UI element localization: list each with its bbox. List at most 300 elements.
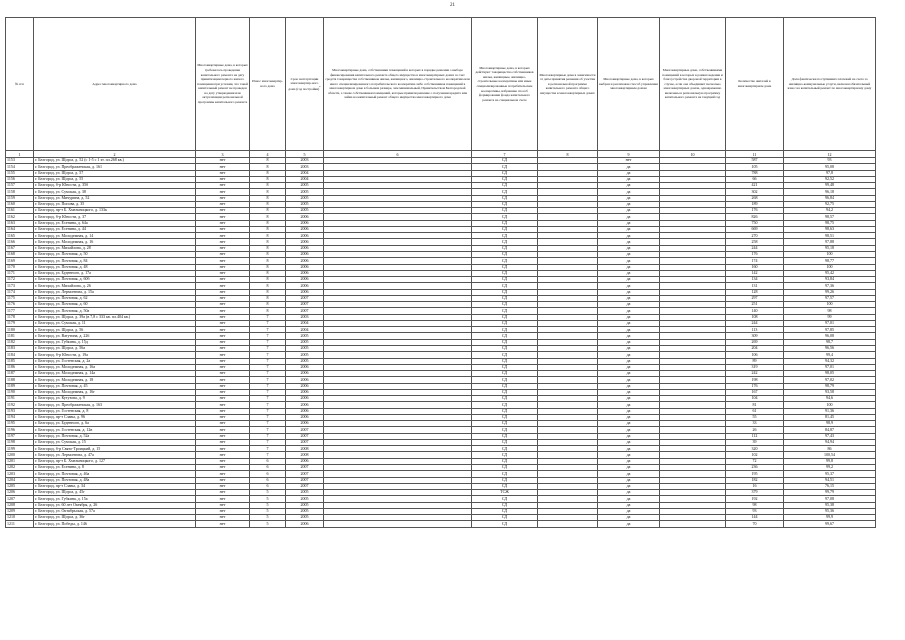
cell-fund-method: СД [472,465,538,471]
cell-build-year: 2005 [286,515,324,521]
cell-payments-share: 95,18 [784,245,876,251]
cell-management: да [598,201,660,207]
cell-wear: 8 [250,226,286,232]
cell-payments-share: 98,79 [784,383,876,389]
cell-build-year: 2003 [286,314,324,320]
cell-build-year: 2005 [286,339,324,345]
cell-financing [324,521,472,527]
cell-fund-method: СД [472,258,538,264]
cell-repair-needed: нет [196,226,250,232]
cell-address: г. Белгород, ул. Щорса, д. 56 [34,327,196,333]
cell-build-year: 2005 [286,352,324,358]
cell-payments-share: 97,8 [784,170,876,176]
cell-address: г. Белгород, ул. Почтовая, д. 60 [34,302,196,308]
cell-residents: 244 [726,320,784,326]
cell-management: да [598,490,660,496]
cell-fund-method: СД [472,345,538,351]
cell-row-number: 1211 [6,521,34,527]
cell-residents: 160 [726,264,784,270]
cell-residents: 81 [726,402,784,408]
cell-payments-share: 99,2 [784,465,876,471]
cell-build-year: 2005 [286,183,324,189]
cell-management: да [598,452,660,458]
cell-repair-needed: нет [196,358,250,364]
cell-residents: 104 [726,396,784,402]
cell-repair-needed: нет [196,277,250,283]
cell-build-year: 2007 [286,477,324,483]
cell-wear: 6 [250,465,286,471]
cell-repair-needed: нет [196,220,250,226]
cell-build-year: 2007 [286,433,324,439]
cell-wear: 7 [250,396,286,402]
cell-management: да [598,189,660,195]
cell-address: г. Белгород, ул. Щорса, д. 56а [34,345,196,351]
cell-wear: 7 [250,446,286,452]
cell-repair-needed: нет [196,465,250,471]
cell-management: да [598,226,660,232]
cell-address: г. Белгород, б-р Юности, д. 19а [34,352,196,358]
cell-residents: 176 [726,383,784,389]
cell-management: да [598,333,660,339]
cell-management: да [598,289,660,295]
cell-payments-share: 98,75 [784,220,876,226]
cell-build-year: 2007 [286,302,324,308]
cell-repair-needed: нет [196,289,250,295]
cell-fund-method: СД [472,421,538,427]
cell-management: да [598,521,660,527]
cell-build-year: 2006 [286,402,324,408]
cell-row-number: 1178 [6,314,34,320]
cell-build-year: 2007 [286,471,324,477]
cell-address: г. Белгород, пр-т Б. Хмельницкого, д. 127 [34,458,196,464]
cell-residents: 236 [726,465,784,471]
cell-address: г. Белгород, ул. Мичурина, д. 52 [34,195,196,201]
cell-wear: 7 [250,408,286,414]
cell-residents: 134 [726,277,784,283]
cell-wear: 5 [250,496,286,502]
cell-row-number: 1170 [6,264,34,270]
cell-repair-needed: нет [196,189,250,195]
cell-residents: 106 [726,352,784,358]
cell-residents: 182 [726,477,784,483]
cell-payments-share: 81,45 [784,414,876,420]
cell-fund-method: СД [472,408,538,414]
cell-address: г. Белгород, ул. Сумская, д. 11 [34,320,196,326]
cell-fund-method: СД [472,158,538,164]
column-number: 5 [286,151,324,158]
cell-payments-share: 98,9 [784,421,876,427]
cell-address: г. Белгород, ул. Есенина, д. 44 [34,226,196,232]
cell-row-number: 1196 [6,427,34,433]
cell-residents: 421 [726,183,784,189]
cell-address: г. Белгород, ул. Ватутина, д. 226 [34,333,196,339]
cell-build-year: 2006 [286,220,324,226]
cell-payments-share: 96,08 [784,333,876,339]
cell-address: г. Белгород, ул. Почтовая, д. 62 [34,295,196,301]
cell-residents: 16 [726,483,784,489]
cell-residents: 379 [726,490,784,496]
cell-payments-share: 94,51 [784,477,876,483]
cell-repair-needed: нет [196,389,250,395]
cell-wear: 7 [250,345,286,351]
cell-fund-method: СД [472,402,538,408]
cell-address: г. Белгород, пр-т Б. Хмельницкого, д. 133к [34,208,196,214]
cell-wear: 7 [250,358,286,364]
cell-payments-share: 99,8 [784,458,876,464]
cell-row-number: 1210 [6,515,34,521]
cell-repair-needed: нет [196,433,250,439]
cell-build-year: 2006 [286,364,324,370]
cell-wear: 8 [250,164,286,170]
cell-management: да [598,396,660,402]
cell-fund-method: СД [472,383,538,389]
cell-repair-needed: нет [196,320,250,326]
cell-residents: 89 [726,358,784,364]
cell-management: да [598,233,660,239]
cell-address: г. Белгород, ул. Лермонтова, д. 47а [34,452,196,458]
cell-management: да [598,295,660,301]
cell-row-number: 1186 [6,364,34,370]
cell-fund-method: СД [472,446,538,452]
cell-fund-method: СД [472,414,538,420]
cell-residents: 128 [726,289,784,295]
cell-address: г. Белгород, б-р Юности, д. 37 [34,214,196,220]
cell-wear: 7 [250,377,286,383]
header-row [6,18,876,151]
cell-payments-share: 98,7 [784,339,876,345]
cell-fund-method: СД [472,483,538,489]
cell-residents: 198 [726,377,784,383]
column-number: 3 [196,151,250,158]
cell-fund-method: СД [472,521,538,527]
cell-wear: 6 [250,471,286,477]
cell-wear: 7 [250,452,286,458]
cell-payments-share: 95,42 [784,270,876,276]
cell-fund-method: СД [472,339,538,345]
cell-payments-share: 86 [784,446,876,452]
cell-build-year: 2005 [286,508,324,514]
cell-fund-method: СД [472,471,538,477]
cell-repair-needed: нет [196,371,250,377]
cell-payments-share: 97,02 [784,377,876,383]
cell-wear: 7 [250,389,286,395]
cell-repair-needed: нет [196,496,250,502]
cell-management: да [598,251,660,257]
cell-address: г. Белгород, ул. Есенина, д. 64а [34,220,196,226]
cell-residents: 244 [726,245,784,251]
column-number: 11 [726,151,784,158]
cell-row-number: 1195 [6,421,34,427]
cell-repair-needed: нет [196,308,250,314]
cell-wear: 8 [250,195,286,201]
cell-build-year: 2006 [286,251,324,257]
cell-row-number: 1200 [6,452,34,458]
cell-management: да [598,389,660,395]
cell-wear: 7 [250,320,286,326]
cell-payments-share: 96,84 [784,195,876,201]
cell-wear: 7 [250,402,286,408]
cell-management: да [598,508,660,514]
cell-wear: 5 [250,515,286,521]
cell-payments-share: 76,15 [784,483,876,489]
cell-repair-needed: нет [196,251,250,257]
cell-address: г. Белгород, пр-т Славы, д. 34 [34,483,196,489]
cell-build-year: 2007 [286,465,324,471]
register-sheet [5,17,876,528]
cell-payments-share: 95,36 [784,508,876,514]
cell-payments-share: 92,75 [784,201,876,207]
cell-payments-share: 93,84 [784,277,876,283]
cell-address: г. Белгород, ул. Победы, д. 146 [34,521,196,527]
cell-wear: 8 [250,189,286,195]
cell-management: да [598,446,660,452]
cell-build-year: 2006 [286,270,324,276]
cell-residents: 33 [726,421,784,427]
cell-build-year: 2004 [286,327,324,333]
cell-address: г. Белгород, ул. Щорса, д. 36г [34,515,196,521]
cell-management: да [598,427,660,433]
cell-build-year: 2006 [286,283,324,289]
cell-participation-date [538,521,598,527]
cell-address: г. Белгород, ул. Преображенская, д. 163 [34,402,196,408]
header-cell-courtyard: Многоквартирные дома, собственниками помещений в которых в рамках ведения и благоустройства дворовой территории в случае, если она объединяет несколько многоквартирных домов, одновременно включены в региональную программу капитального ремонта на текущий год [660,18,726,151]
cell-row-number: 1184 [6,352,34,358]
cell-row-number: 1182 [6,339,34,345]
cell-fund-method: СД [472,364,538,370]
cell-residents: 268 [726,195,784,201]
cell-address: г. Белгород, ул. Почтовая, д. 48а [34,477,196,483]
cell-address: г. Белгород, ул. Преображенская, д. 161 [34,164,196,170]
header-text-service-life: Срок эксплуатации многоквартир-ного дома (год постройки) [288,76,320,91]
cell-row-number: 1163 [6,220,34,226]
cell-payments-share: 97,43 [784,433,876,439]
cell-repair-needed: нет [196,414,250,420]
cell-repair-needed: нет [196,339,250,345]
cell-repair-needed: нет [196,245,250,251]
cell-residents: 669 [726,226,784,232]
cell-management: да [598,164,660,170]
cell-management: да [598,239,660,245]
cell-row-number: 1165 [6,233,34,239]
cell-management: да [598,245,660,251]
cell-fund-method: СД [472,283,538,289]
cell-row-number: 1172 [6,277,34,283]
cell-fund-method: СД [472,496,538,502]
header-cell-hoa: Многоквартирные дома, в которых действуют товарищества собственников жилья, жилищные, жилищно-строительные кооперативы или иные специализированные потребительские кооперативы, избравшие способ формирования фонда капитального ремонта на специальном счете [472,18,538,151]
cell-build-year: 2006 [286,414,324,420]
cell-build-year: 2004 [286,170,324,176]
cell-payments-share: 100 [784,251,876,257]
cell-address: г. Белгород, ул. Молодежная, д. 14а [34,371,196,377]
cell-repair-needed: нет [196,195,250,201]
cell-row-number: 1209 [6,508,34,514]
cell-repair-needed: нет [196,477,250,483]
cell-wear: 7 [250,433,286,439]
cell-residents: 251 [726,302,784,308]
cell-address: г. Белгород, ул. Губкина, д. 15а [34,496,196,502]
cell-build-year: 2006 [286,389,324,395]
cell-management: да [598,283,660,289]
cell-fund-method: СД [472,176,538,182]
cell-residents: 204 [726,345,784,351]
cell-fund-method: СД [472,183,538,189]
cell-payments-share: 84,87 [784,427,876,433]
cell-payments-share: 94,32 [784,358,876,364]
cell-address: г. Белгород, ул. Сумская, д. 15 [34,439,196,445]
cell-fund-method: СД [472,264,538,270]
cell-build-year: 2006 [286,258,324,264]
cell-address: г. Белгород, ул. Буденного, д. 17а [34,270,196,276]
cell-address: г. Белгород, ул. Октябрьская, д. 57а [34,508,196,514]
cell-payments-share: 96,18 [784,189,876,195]
table-row [6,521,876,527]
cell-payments-share: 96,56 [784,345,876,351]
cell-repair-needed: нет [196,521,250,527]
cell-residents: 189 [726,201,784,207]
cell-address: г. Белгород, ул. Почтовая, д. 48 [34,264,196,270]
cell-fund-method: СД [472,308,538,314]
cell-repair-needed: нет [196,201,250,207]
cell-residents: 66 [726,176,784,182]
cell-residents: 61 [726,408,784,414]
cell-address: г. Белгород, ул. Гостенская, д. 8 [34,408,196,414]
cell-repair-needed: нет [196,471,250,477]
cell-fund-method: СД [472,327,538,333]
cell-payments-share: 97,57 [784,295,876,301]
cell-management: да [598,421,660,427]
cell-row-number: 1179 [6,320,34,326]
cell-build-year: 2004 [286,320,324,326]
cell-residents: 113 [726,327,784,333]
column-number: 10 [660,151,726,158]
cell-payments-share: 98,05 [784,371,876,377]
cell-address: г. Белгород, ул. Губкина, д. 15д [34,339,196,345]
cell-payments-share: 94,94 [784,439,876,445]
cell-residents: 242 [726,371,784,377]
cell-payments-share: 100 [784,402,876,408]
cell-build-year: 2003 [286,164,324,170]
cell-fund-method: СД [472,371,538,377]
cell-payments-share: 95,37 [784,471,876,477]
cell-residents: 93 [726,508,784,514]
cell-payments-share: 94,2 [784,208,876,214]
cell-payments-share: 97,88 [784,239,876,245]
cell-row-number: 1153 [6,158,34,164]
cell-fund-method: СД [472,195,538,201]
cell-management: нет [598,158,660,164]
cell-address: г. Белгород, ул. Почтовая, д. 84 [34,258,196,264]
cell-fund-method: СД [472,170,538,176]
cell-fund-method: СД [472,439,538,445]
cell-fund-method: СД [472,189,538,195]
cell-fund-method: СД [472,220,538,226]
cell-address: г. Белгород, ул. Есенина, д. 8 [34,465,196,471]
cell-management: да [598,358,660,364]
cell-address: г. Белгород, ул. Щорса, д. 39а (в 7,8 с 333 кв. пл.404 кв.) [34,314,196,320]
cell-build-year: 2006 [286,245,324,251]
cell-residents: 167 [726,389,784,395]
cell-repair-needed: нет [196,283,250,289]
cell-management: да [598,339,660,345]
cell-fund-method: СД [472,458,538,464]
cell-management: да [598,477,660,483]
cell-management: да [598,465,660,471]
cell-row-number: 1190 [6,389,34,395]
cell-address: г. Белгород, ул. Щорса, д. 45г [34,490,196,496]
cell-payments-share: 98,57 [784,214,876,220]
cell-row-number: 1189 [6,383,34,389]
cell-address: г. Белгород, ул. Щорса, д. 52 (с 1-5 с 1 эт. пл.268 кв.) [34,158,196,164]
cell-row-number: 1171 [6,270,34,276]
cell-residents: 112 [726,433,784,439]
cell-build-year: 2005 [286,189,324,195]
column-number: 2 [34,151,196,158]
header-cell-address: Адрес многоквартирного дома [34,18,196,151]
cell-management: да [598,277,660,283]
cell-repair-needed: нет [196,515,250,521]
cell-management: да [598,208,660,214]
cell-fund-method: СД [472,477,538,483]
cell-residents: 72 [726,458,784,464]
cell-build-year: 2006 [286,264,324,270]
cell-wear: 5 [250,508,286,514]
cell-row-number: 1187 [6,371,34,377]
table-body [6,158,876,528]
cell-residents: 108 [726,314,784,320]
cell-build-year: 2005 [286,201,324,207]
cell-repair-needed: нет [196,402,250,408]
cell-payments-share: 99,26 [784,289,876,295]
cell-address: г. Белгород, ул. Лермонтова, д. 15а [34,289,196,295]
cell-residents: 70 [726,521,784,527]
cell-row-number: 1188 [6,377,34,383]
cell-build-year: 2006 [286,233,324,239]
header-cell-number: № п/п [6,18,34,151]
cell-wear: 7 [250,352,286,358]
cell-fund-method: СД [472,502,538,508]
cell-address: г. Белгород, ул. Почтовая, д. 46а [34,471,196,477]
cell-fund-method: ТСЖ [472,490,538,496]
cell-wear: 5 [250,521,286,527]
cell-row-number: 1160 [6,201,34,207]
cell-residents: 144 [726,515,784,521]
cell-row-number: 1202 [6,465,34,471]
cell-management: да [598,496,660,502]
cell-build-year: 2005 [286,345,324,351]
cell-fund-method: СД [472,427,538,433]
cell-fund-method: СД [472,452,538,458]
cell-repair-needed: нет [196,295,250,301]
column-number: 1 [6,151,34,158]
cell-row-number: 1206 [6,490,34,496]
cell-wear: 7 [250,314,286,320]
cell-repair-needed: нет [196,314,250,320]
cell-wear: 8 [250,289,286,295]
cell-management: да [598,195,660,201]
cell-fund-method: СД [472,358,538,364]
cell-residents: 98 [726,502,784,508]
cell-row-number: 1198 [6,439,34,445]
cell-row-number: 1205 [6,483,34,489]
cell-residents: 269 [726,339,784,345]
cell-row-number: 1169 [6,258,34,264]
cell-build-year: 2005 [286,358,324,364]
cell-wear: 8 [250,183,286,189]
cell-build-year: 2005 [286,195,324,201]
cell-row-number: 1158 [6,189,34,195]
cell-fund-method: СД [472,389,538,395]
cell-repair-needed: нет [196,508,250,514]
